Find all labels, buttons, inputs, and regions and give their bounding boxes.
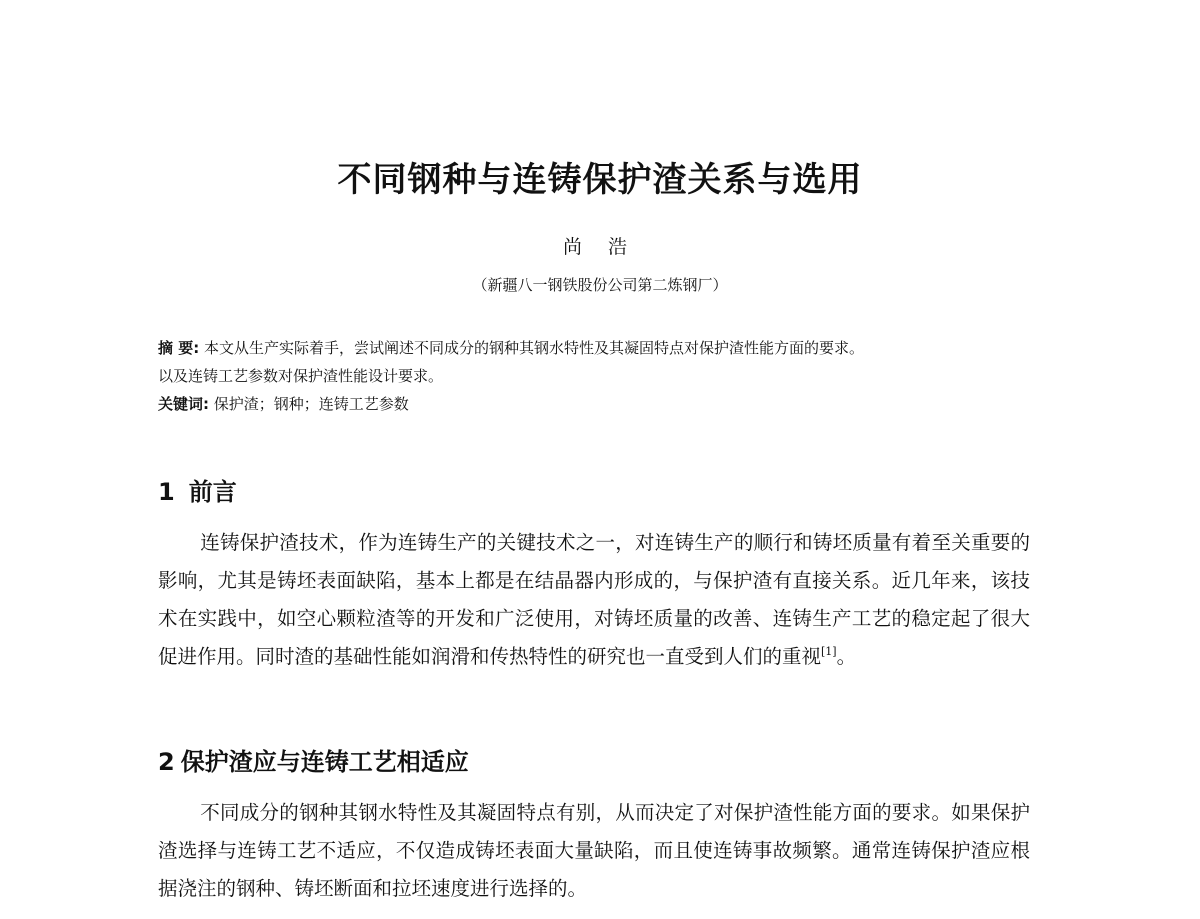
section-1-paragraph — [158, 524, 1030, 676]
keywords-text: 保护渣；钢种；连铸工艺参数 — [213, 395, 409, 413]
section-2-number: 2 — [158, 748, 175, 776]
section-1-number: 1 — [158, 478, 175, 506]
section-2-text: 不同成分的钢种其钢水特性及其凝固特点有别，从而决定了对保护渣性能方面的要求。如果保护渣选择与连铸工艺不适应，不仅造成铸坯表面大量缺陷，而且使连铸事故频繁。通常连铸保护渣应根据浇注的钢种、铸坯断面和拉坯速度进行选择的。 — [158, 801, 1030, 900]
citation-ref: [1] — [821, 645, 837, 658]
section-1-end: 。 — [836, 645, 857, 668]
section-1-heading — [158, 472, 237, 507]
abstract-block — [158, 334, 1058, 418]
abstract-label: 摘 要: — [158, 339, 200, 357]
section-2-heading — [158, 742, 469, 777]
section-1-text: 连铸保护渣技术，作为连铸生产的关键技术之一，对连铸生产的顺行和铸坯质量有着至关重要的影响，尤其是铸坯表面缺陷，基本上都是在结晶器内形成的，与保护渣有直接关系。近几年来，该技术在实践中，如空心颗粒渣等的开发和广泛使用，对铸坯质量的改善、连铸生产工艺的稳定起了很大促进作用。同时渣的基础性能如润滑和传热特性的研究也一直受到人们的重视 — [158, 531, 1030, 668]
author-affiliation: （新疆八一钢铁股份公司第二炼钢厂） — [472, 276, 728, 294]
abstract-second-line: 以及连铸工艺参数对保护渣性能设计要求。 — [158, 367, 444, 385]
section-2-title: 保护渣应与连铸工艺相适应 — [180, 748, 469, 776]
keywords-label: 关键词: — [158, 395, 209, 413]
section-1-title: 前言 — [188, 478, 237, 506]
section-2-paragraph — [158, 794, 1030, 908]
paper-title: 不同钢种与连铸保护渣关系与选用 — [337, 160, 863, 200]
abstract-text-1: 本文从生产实际着手，尝试阐述不同成分的钢种其钢水特性及其凝固特点对保护渣性能方面的要求。 — [204, 339, 865, 357]
author-name: 尚 浩 — [562, 236, 638, 258]
keywords-line — [158, 390, 1058, 418]
abstract-first-line — [158, 334, 1058, 362]
